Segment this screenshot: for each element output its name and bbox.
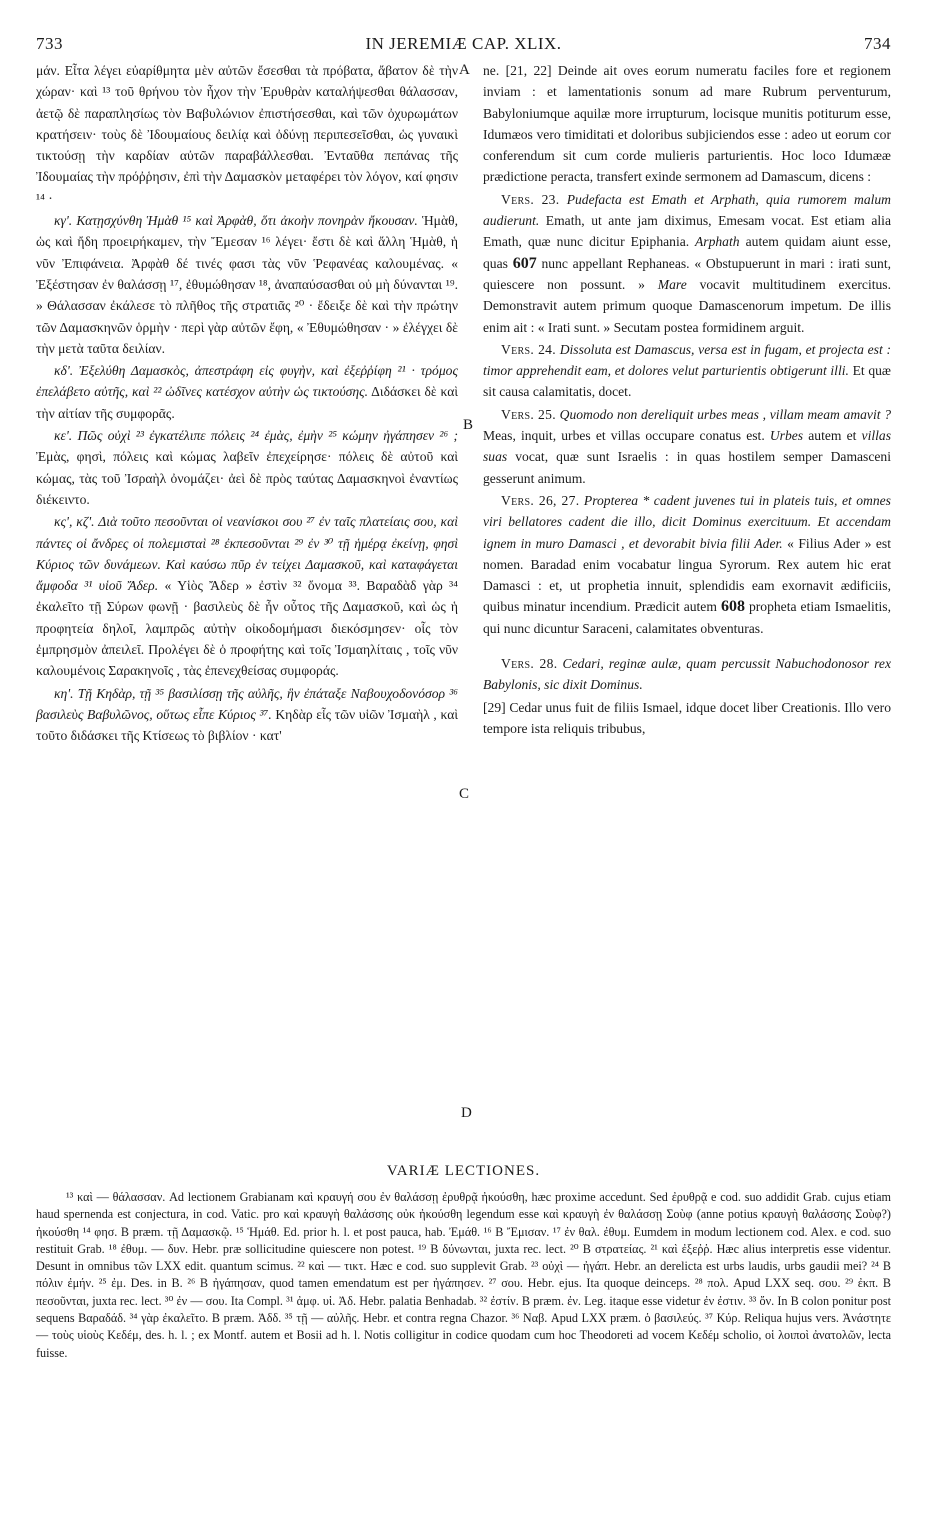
column-marker-c: C [459,786,470,802]
variae-lectiones-heading: VARIÆ LECTIONES. [386,1163,541,1179]
column-number: 607 [512,254,537,272]
latin-text: nunc appellant Rephaneas. « Obstupuerunt in mari : irati sunt, quiescere non possunt. » [483,255,891,292]
greek-commentary: Κηδὰρ εἷς τῶν υἱῶν Ἰσμαὴλ , καὶ τοῦτο διδάσκει τῆς Κτίσεως τὸ βιβλίον · κατ' [36,706,458,744]
greek-paragraph [36,511,458,681]
greek-paragraph [36,425,458,510]
greek-lemma: κδ'. Ἐξελύθη Δαμασκὸς, ἀπεστράφη εἰς φυγὴν, καὶ ἐξεῤῥίφη ²¹ · τρόμος ἐπελάβετο αὐτῆς, καὶ ²² ὠδῖνες κατέσχον αὐτὴν ὡς τικτούσης. [36,363,458,400]
column-number: 608 [720,598,745,616]
page-number-right: 734 [864,34,891,53]
latin-lemma: Quomodo non dereliquit urbes meas , villam meam amavit ? [555,406,892,422]
verse-label: Vers. 24. [501,341,556,357]
latin-italic: Urbes [769,428,804,444]
variae-lectiones [36,1189,891,1362]
page-number-left: 733 [36,34,63,53]
latin-italic: Arphath [689,234,740,250]
column-marker-a: A [459,62,470,78]
latin-italic: villas suas [483,428,891,465]
running-title: IN JEREMIÆ CAP. XLIX. [365,34,562,53]
greek-paragraph: μάν. Εἶτα λέγει εὐαρίθμητα μὲν αὐτῶν ἔσεσθαι τὰ πρόβατα, ἄβατον δὲ τὴν χώραν· καὶ ¹³ τοῦ θρήνου τὸν ἦχον τὴν Ἐρυθρὰν καταλήψεσθαι θάλασσαν, ἀετῷ δὲ παραπλησίως τὸν Βαβυλώνιον ἐπιστήσεσθαι, καὶ τῶν ὀχυρωμάτων κρατήσειν· τοὺς δὲ Ἰδουμαίους δειλίᾳ καὶ ὀδύνῃ περιπεσεῖσθαι, ὡς γυναικὶ τικτούσῃ τὴν καρδίαν αὐτῶν παραβάλλεσθαι. Ἐνταῦθα πεπάνας τῆς Ἰδουμαίας τὴν πρόῤῥησιν, ἐπὶ τὴν Δαμασκὸν μεταφέρει τὸν λόγον, καί φησιν ¹⁴ · [36,63,458,206]
latin-paragraph [483,653,891,696]
latin-lemma: Dissoluta est Damascus, versa est in fugam, et projecta est : timor apprehendit eam, et dolores velut parturientis obtigerunt illi. [483,341,891,379]
latin-lemma: Cedari, reginæ aulæ, quam percussit Nabuchodonosor rex Babylonis, sic dixit Dominus. [483,656,891,693]
greek-paragraph [36,210,458,359]
latin-text: Meas, inquit, urbes et villas occupare conatus est. [483,428,770,444]
latin-paragraph [483,404,891,489]
latin-text: Et quæ sit causa calamitatis, docet. [483,363,891,400]
greek-commentary: Ἐμὰς, φησὶ, πόλεις καὶ κώμας λαβεῖν ἐπεχείρησε· πόλεις δὲ αὐτοῦ καὶ κώμας, τὰς τοῦ Ἰσραὴλ ὀνομάζει· ἀεὶ δὲ πρὸς ταύτας Δαμασκηνοὶ ἐναντίως διέκειντο. [36,449,458,507]
column-marker-d: D [461,1105,472,1121]
latin-text: vocavit multitudinem exercitus. Demonstravit autem primum quoque Damascenorum impetum. De illis enim ait : « Irati sunt. » Secutam postea formidinem arguit. [483,276,891,335]
latin-text: autem quidam aiunt esse, quas [483,234,891,271]
greek-lemma: κε'. Πῶς οὐχὶ ²³ ἐγκατέλιπε πόλεις ²⁴ ἐμὰς, ἐμὴν ²⁵ κώμην ἠγάπησεν ²⁶ ; [54,428,458,444]
latin-paragraph: [29] Cedar unus fuit de filiis Ismael, idque docet liber Creationis. Illo vero tempore ista reliquis tribubus, [483,699,891,736]
latin-paragraph: ne. [21, 22] Deinde ait oves eorum numeratu faciles fore et regionem inviam : et lamentationis sonum ad mare Rubrum perventurum, Babyloniumque aquilæ more irrupturum, locisque munitis potiturum esse, Idumæos vero timiditati et doloribus subjiciendos esse : adeo ut eorum cor conferendum sit cum corde mulieris parturientis. Hoc loco Idumææ prædictione peracta, transfert exinde sermonem ad Damascum, dicens : [483,63,891,185]
verse-label: Vers. 28. [501,656,558,672]
greek-commentary: « Υἱὸς Ἄδερ » ἐστὶν ³² ὄνομα ³³. Βαραδὰδ γὰρ ³⁴ ἐκαλεῖτο τῇ Σύρων φωνῇ · βασιλεὺς δὲ ἦν οὗτος τῆς Δαμασκοῦ, καὶ ὡς ἡ προφητεία δηλοῖ, λαμπρῶς αὐτὴν οἰκοδομήμασι διεκόσμησεν· οἷς τὸν ἐμπρησμὸν ἀπειλεῖ. Προλέγει δὲ ὁ προφήτης καὶ τοῖς Ἰσμαηλίταις , τοῖς νῦν καλουμένοις Σαρακηνοῖς , τὰς ἐπενεχθείσας συμφοράς. [36,578,458,679]
greek-paragraph [36,360,458,424]
verse-label: Vers. 26, 27. [501,492,580,508]
latin-text: Emath, ut ante jam diximus, Emesam vocat. Est etiam alia Emath, quæ nunc dicitur Epiphania. [483,213,891,250]
latin-lemma: Propterea * cadent juvenes tui in plateis tuis, et omnes viri bellatores cadent die illo, dicit Dominus exercituum. Et accendam ignem in muro Damasci , et devorabit bivia filii Ader. [483,492,891,551]
latin-paragraph [483,490,891,639]
verse-label: Vers. 25. [501,406,556,422]
greek-lemma: κγ'. Κατῃσχύνθη Ἡμὰθ ¹⁵ καὶ Ἀρφὰθ, ὅτι ἀκοὴν πονηρὰν ἤκουσαν. [54,213,418,229]
verse-label: Vers. 23. [501,191,560,207]
greek-commentary: Ἡμὰθ, ὡς καὶ ἤδη προειρήκαμεν, τὴν Ἔμεσαν ¹⁶ λέγει· ἔστι δὲ καὶ ἄλλη Ἡμὰθ, ἡ νῦν Ἐπιφάνεια. Ἀρφὰθ δέ τινές φασι τὰς νῦν Ῥεφανέας καλουμένας. « Ἐξέστησαν ἐν θαλάσσῃ ¹⁷, ἐθυμώθησαν ¹⁸, ἀναπαύσασθαι οὐ μὴ δύνανται ¹⁹. » Θάλασσαν ἐκάλεσε τὸ πλῆθος τῆς στρατιᾶς ²⁰ · ἔδειξε δὲ καὶ τὴν πρώτην τῶν Δαμασκηνῶν ὁρμὴν · περὶ γὰρ αὐτῶν ἔφη, « Ἐθυμώθησαν · » ἐλέγχει δὲ τὴν μετὰ ταῦτα δειλίαν. [36,213,458,356]
greek-lemma: κη'. Τῇ Κηδὰρ, τῇ ³⁵ βασιλίσσῃ τῆς αὐλῆς, ἣν ἐπάταξε Ναβουχοδονόσορ ³⁶ βασιλεὺς Βαβυλῶνος, οὕτως εἶπε Κύριος ³⁷. [36,685,458,722]
greek-paragraph [36,683,458,747]
latin-paragraph [483,189,891,338]
column-marker-b: B [463,417,474,433]
latin-column [483,60,891,739]
latin-text: vocat, quæ sunt Israelis : in quas hostilem semper Damasceni gesserunt animum. [483,449,891,486]
greek-commentary: Διδάσκει δὲ καὶ τὴν αἰτίαν τῆς συμφορᾶς. [36,384,458,421]
lections-text: ¹³ καὶ — θάλασσαν. Ad lectionem Grabianam καὶ κραυγή σου ἐν θαλάσσῃ ἐρυθρᾷ ἠκούσθη, hæc proxime accedunt. Sed ἐρυθρᾷ e cod. suo addidit Grab. cujus etiam haud spernenda est conjectura, in cod. Vatic. pro καὶ κραυγὴ θαλάσσης οὐκ ἠκούσθη legendum esse καὶ κραυγὴ ἐν θαλάσσῃ Σοὺφ (anne potius κραυγὴ θαλάσσης Σοὺφ?) ἠκούσθη ¹⁴ φησ. B præm. τῇ Δαμασκῷ. ¹⁵ Ἡμάθ. Ed. prior h. l. et post pauca, hab. Ἐμάθ. ¹⁶ B Ἔμισαν. ¹⁷ ἐν θαλ. ἐθυμ. Eumdem in modum lectionem cod. Alex. e cod. suo restituit Grab. ¹⁸ ἐθυμ. — δυν. Hebr. præ sollicitudine quiescere non potest. ¹⁹ B δύνωνται, juxta rec. lect. ²⁰ B στρατείας. ²¹ καὶ ἐξεῤῥ. Hæc alius interpretis esse videntur. Desunt in omnibus τῶν LXX edit. quantum scimus. ²² καὶ — τικτ. Hæc e cod. suo supplevit Grab. ²³ οὐχὶ — ἠγάπ. Hebr. an derelicta est urbs laudis, urbs gaudii mei? ²⁴ B πόλιν ἐμήν. ²⁵ ἐμ. Des. in B. ²⁶ B ἠγάπησαν, quod tamen emendatum est per ἠγάπησεν. ²⁷ σου. Hebr. ejus. Ita quoque deinceps. ²⁸ πολ. Apud LXX seq. σου. ²⁹ ἐκπ. B πεσοῦνται, juxta rec. lect. ³⁰ ἐν — σου. Ita Compl. ³¹ ἀμφ. υἱ. Ἀδ. Hebr. palatia Benhadab. ³² ἐστίν. B præm. ἐν. Leg. itaque esse videtur ἐν ἐστιν. ³³ ὄν. In B colon ponitur post sequens Βαραδάδ. ³⁴ γὰρ ἐκαλεῖτο. B præm. Ἀδδ. ³⁵ τῇ — αὐλῆς. Hebr. et contra regna Chazor. ³⁶ Ναβ. Apud LXX præm. ὁ βασιλεύς. ³⁷ Κύρ. Reliqua hujus vers. Ἀνάστητε — τοὺς υἱοὺς Κεδέμ, des. h. l. ; ex Montf. autem et Bosii ad h. l. Notis colligitur in codice quodam cum hoc Theodoreti ad vocem Κεδέμ scholio, οἱ λοιποὶ ἀνατολῶν, lecta fuisse. [36,1190,891,1360]
running-head [36,34,891,56]
latin-paragraph [483,339,891,403]
greek-column [36,60,458,747]
latin-text: propheta etiam Ismaelitis, qui nunc dicuntur Saraceni, calamitates obventuras. [483,599,891,636]
latin-italic: Mare [657,276,687,292]
latin-lemma: Pudefacta est Emath et Arphath, quia rumorem malum audierunt. [483,191,892,229]
greek-lemma: κς', κζ'. Διὰ τοῦτο πεσοῦνται οἱ νεανίσκοι σου ²⁷ ἐν ταῖς πλατείαις σου, καὶ πάντες οἱ ἄνδρες οἱ πολεμισταὶ ²⁸ ἐκπεσοῦνται ²⁹ ἐν ³⁰ τῇ ἡμέρᾳ ἐκείνῃ, φησὶ Κύριος τῶν δυνάμεων. Καὶ καύσω πῦρ ἐν τείχει Δαμασκοῦ, καὶ καταφάγεται ἄμφοδα ³¹ υἱοῦ Ἄδερ. [36,514,458,594]
latin-text: « Filius Ader » est nomen. Baradad enim vocabatur lingua Syrorum. Rex autem hic erat Damasci : et, ut prophetia innuit, splendidis eam exornavit ædificiis, quibus minatur incendium. Prædicit autem [483,535,891,615]
latin-text: autem et [803,428,862,444]
